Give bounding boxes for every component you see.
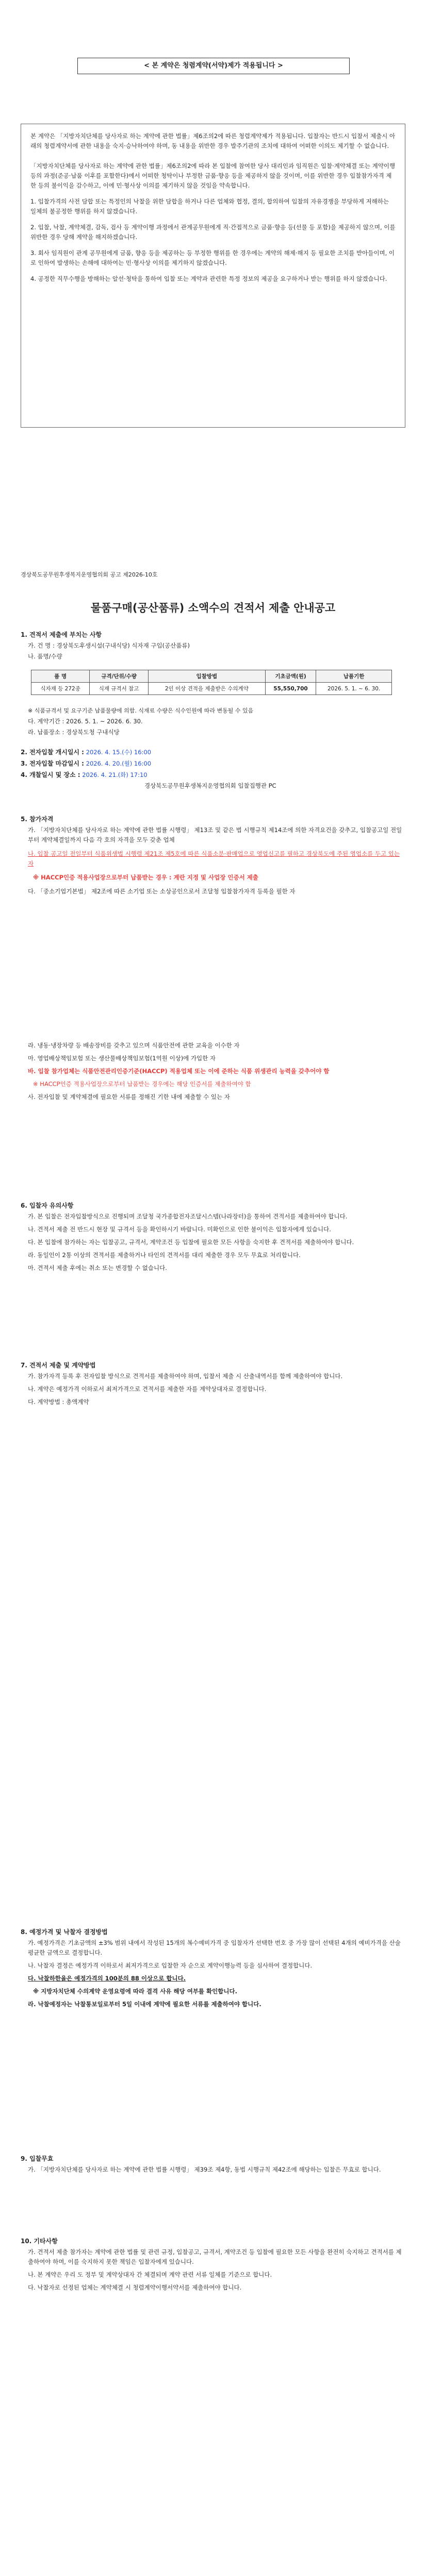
table-cell: 2인 이상 견적을 제출받은 수의계약 — [148, 683, 265, 695]
item-name: 가. 건 명 : 경상북도후생시설(구내식당) 식자재 구입(공산품류) — [28, 642, 190, 649]
section-6 — [21, 1200, 405, 1274]
section-9 — [21, 2154, 405, 2176]
notice-item: 다. 본 입찰에 참가하는 자는 입찰공고, 규격서, 계약조건 등 입찰에 필요한 모든 사항을 숙지한 후 견적서를 제출하여야 합니다. — [28, 1239, 354, 1246]
notice-item: 마. 견적서 제출 후에는 취소 또는 변경할 수 없습니다. — [28, 1264, 167, 1272]
item-qty: 나. 품명/수량 — [28, 653, 62, 660]
section-5 — [21, 814, 405, 897]
contract-item: 다. 계약방법 : 총액계약 — [28, 1398, 89, 1405]
opening-value: 2026. 4. 21.(화) 17:10 — [82, 771, 148, 778]
contract-banner: < 본 계약은 청렴계약(서약)제가 적용됩니다 > — [77, 58, 350, 74]
page-title: 물품구매(공산품류) 소액수의 견적서 제출 안내공고 — [90, 602, 336, 614]
qualification-item: 가. 「지방자치단체를 당사자로 하는 계약에 관한 법률 시행령」 제13조 및 같은 법 시행규칙 제14조에 의한 자격요건을 갖추고, 입찰공고일 전일부터 계약체결일까지 다음 각 호의 자격을 모두 갖춘 업체 — [28, 826, 402, 843]
bid-close-value: 2026. 4. 20.(월) 16:00 — [86, 760, 152, 767]
contract-item: 나. 계약은 예정가격 이하로서 최저가격으로 견적서를 제출한 자를 계약상대자로 결정합니다. — [28, 1385, 267, 1393]
misc-item: 나. 본 계약은 우리 도 정부 및 계약상대자 간 체결되며 계약 관련 서류 일체를 기준으로 합니다. — [28, 2271, 272, 2278]
pledge-item: 4. 공정한 직무수행을 방해하는 알선·청탁을 통하여 입찰 또는 계약과 관련한 특정 정보의 제공을 요구하거나 받는 행위를 하지 않겠습니다. — [30, 275, 387, 282]
table-header: 규격/단위/수량 — [90, 670, 149, 683]
section-10 — [21, 2236, 405, 2294]
section-1 — [21, 630, 405, 663]
notice-number: 경상북도공무원후생복지운영협의회 공고 제2026-10호 — [21, 571, 158, 578]
section-heading: 1. 견적서 제출에 부치는 사항 — [21, 631, 102, 638]
bid-open-label: 2. 전자입찰 개시일시 : — [21, 749, 84, 756]
bid-open-value: 2026. 4. 15.(수) 16:00 — [86, 749, 152, 756]
section-heading: 7. 견적서 제출 및 계약방법 — [21, 1362, 96, 1369]
table-note: ※ 식품규격서 및 요구기준 납품물량에 의함. 식재료 수량은 식수인원에 따라 변동될 수 있음 — [28, 707, 254, 714]
opening-place: 경상북도공무원후생복지운영협의회 입찰집행관 PC — [144, 782, 276, 789]
opening-label: 4. 개찰일시 및 장소 : — [21, 771, 80, 778]
pricing-note: ※ 지방자치단체 수의계약 운영요령에 따라 결격 사유 해당 여부를 확인합니다. — [33, 1988, 237, 1995]
table-header: 기초금액(원) — [265, 670, 316, 683]
qualification-note: ※ HACCP인증 적용사업장으로부터 납품받는 경우 : 계란 지정 및 사업장 인증서 제출 — [33, 874, 258, 881]
pledge-item: 2. 입찰, 낙찰, 계약체결, 감독, 검사 등 계약이행 과정에서 관계공무원에게 직·간접적으로 금품·향응 등(선물 등 포함)을 제공하지 않으며, 이를 위반한 경우 당해 계약을 해지하겠습니다. — [30, 224, 396, 241]
notice-item: 라. 동일인이 2통 이상의 견적서를 제출하거나 타인의 견적서를 대리 제출한 경우 모두 무효로 처리합니다. — [28, 1251, 301, 1259]
qualification-item: 라. 냉동·냉장차량 등 배송장비를 갖추고 있으며 식품안전에 관한 교육을 이수한 자 — [28, 1042, 240, 1049]
table-cell: 55,550,700 — [265, 683, 316, 695]
section-heading: 6. 입찰자 유의사항 — [21, 1202, 74, 1209]
section-heading: 5. 참가자격 — [21, 816, 54, 823]
bid-table — [31, 670, 392, 695]
qualification-item: 다. 「중소기업기본법」 제2조에 따른 소기업 또는 소상공인으로서 조달청 입찰참가자격 등록을 필한 자 — [28, 888, 296, 895]
qualification-item: 사. 전자입찰 및 계약체결에 필요한 서류를 정해진 기한 내에 제출할 수 있는 자 — [28, 1093, 230, 1100]
section-heading: 10. 기타사항 — [21, 2238, 58, 2245]
table-header: 품 명 — [31, 670, 90, 683]
section-heading: 8. 예정가격 및 낙찰자 결정방법 — [21, 1928, 108, 1936]
integrity-pledge-box — [21, 124, 405, 428]
pledge-item: 1. 입찰가격의 사전 담합 또는 특정인의 낙찰을 위한 담합을 하거나 다른 업체와 협정, 결의, 합의하여 입찰의 자유경쟁을 부당하게 저해하는 일체의 불공정한 행위를 하지 않겠습니다. — [30, 198, 389, 215]
pricing-item: 다. 낙찰하한율은 예정가격의 100분의 88 이상으로 합니다. — [28, 1975, 186, 1982]
qualification-item: 마. 영업배상책임보험 또는 생산물배상책임보험(1억원 이상)에 가입한 자 — [28, 1055, 216, 1062]
pledge-intro: 본 계약은 「지방자치단체를 당사자로 하는 계약에 관한 법률」제6조의2에 따른 청렴계약제가 적용됩니다. 입찰자는 반드시 입찰서 제출시 아래의 청렴계약서에 관한 내용을 숙지·승낙하여야 하며, 동 내용을 위반한 경우 발주기관의 조치에 대하여 어떠한 이의도 제기할 수 없습니다. — [30, 132, 396, 149]
section-5-cont — [21, 1041, 405, 1103]
qualification-item: 바. 입찰 참가업체는 식품안전관리인증기준(HACCP) 적용업체 또는 이에 준하는 식품 위생관리 능력을 갖추어야 함 — [28, 1067, 330, 1075]
table-header: 납품기한 — [316, 670, 392, 683]
pledge-item: 3. 회사 임직원이 관계 공무원에게 금품, 향응 등을 제공하는 등 부정한 행위를 한 경우에는 계약의 해제·해지 등 필요한 조치를 받아들이며, 이로 인하여 발생하는 손해에 대하여는 민·형사상 이의를 제기하지 않겠습니다. — [30, 249, 395, 266]
pledge-body: 「지방자치단체를 당사자로 하는 계약에 관한 법률」제6조의2에 따라 본 입찰에 참여한 당사 대리인과 임직원은 입찰·계약체결 또는 계약이행 등의 과정(준공·납품 이후를 포함한다)에서 어떠한 청탁이나 부정한 금품·향응 등을 제공하지 않을 것이며, 이를 위반한 경우 입찰참가자격 제한 등의 불이익을 감수하고, 이에 민·형사상 이의를 제기하지 않을 것임을 약속합니다. — [30, 162, 396, 189]
contract-period: 다. 계약기간 : 2026. 5. 1. ~ 2026. 6. 30. — [28, 718, 143, 725]
invalid-bid-item: 가. 「지방자치단체를 당사자로 하는 계약에 관한 법률 시행령」 제39조 제4항, 동법 시행규칙 제42조에 해당하는 입찰은 무효로 합니다. — [28, 2166, 381, 2173]
pricing-item: 나. 낙찰자 결정은 예정가격 이하로서 최저가격으로 입찰한 자 순으로 계약이행능력 등을 심사하여 결정합니다. — [28, 1962, 313, 1969]
section-8 — [21, 1927, 405, 2010]
section-1-notes — [21, 706, 405, 738]
contract-item: 가. 참가자격 등록 후 전자입찰 방식으로 견적서를 제출하여야 하며, 입찰서 제출 시 산출내역서를 함께 제출하여야 합니다. — [28, 1372, 343, 1380]
table-header: 입찰방법 — [148, 670, 265, 683]
qualification-note: ※ HACCP인증 적용사업장으로부터 납품받는 경우에는 해당 인증서를 제출하여야 함 — [33, 1080, 251, 1088]
notice-item: 나. 견적서 제출 전 반드시 현장 및 규격서 등을 확인하시기 바랍니다. 미확인으로 인한 불이익은 입찰자에게 있습니다. — [28, 1226, 331, 1233]
schedule — [21, 747, 405, 792]
misc-item: 다. 낙찰자로 선정된 업체는 계약체결 시 청렴계약이행서약서를 제출하여야 합니다. — [28, 2284, 242, 2291]
delivery-place: 라. 납품장소 : 경상북도청 구내식당 — [28, 728, 120, 736]
table-cell: 식재 규격서 참고 — [90, 683, 149, 695]
table-row — [31, 683, 392, 695]
qualification-item: 나. 입찰 공고일 전일부터 식품위생법 시행령 제21조 제5호에 따른 식품소분·판매업으로 영업신고를 필하고 경상북도에 주된 영업소를 두고 있는 자 — [28, 850, 400, 867]
section-heading: 9. 입찰무효 — [21, 2155, 54, 2162]
bid-close-label: 3. 전자입찰 마감일시 : — [21, 760, 84, 767]
section-7 — [21, 1360, 405, 1408]
pricing-item: 라. 낙찰예정자는 낙찰통보일로부터 5일 이내에 계약에 필요한 서류를 제출하여야 합니다. — [28, 2001, 261, 2008]
table-cell: 식자재 등 272종 — [31, 683, 90, 695]
misc-item: 가. 견적서 제출 참가자는 계약에 관한 법률 및 관련 규정, 입찰공고, 규격서, 계약조건 등 입찰에 필요한 모든 사항을 완전히 숙지하고 견적서를 제출하여야 하며, 이를 숙지하지 못한 책임은 입찰자에게 있습니다. — [28, 2248, 402, 2265]
notice-item: 가. 본 입찰은 전자입찰방식으로 진행되며 조달청 국가종합전자조달시스템(나라장터)을 통하여 견적서를 제출하여야 합니다. — [28, 1213, 348, 1220]
pricing-item: 가. 예정가격은 기초금액의 ±3% 범위 내에서 작성된 15개의 복수예비가격 중 입찰자가 선택한 번호 중 가장 많이 선택된 4개의 예비가격을 산술평균한 금액으로 결정합니다. — [28, 1939, 401, 1956]
table-cell: 2026. 5. 1. ~ 6. 30. — [316, 683, 392, 695]
